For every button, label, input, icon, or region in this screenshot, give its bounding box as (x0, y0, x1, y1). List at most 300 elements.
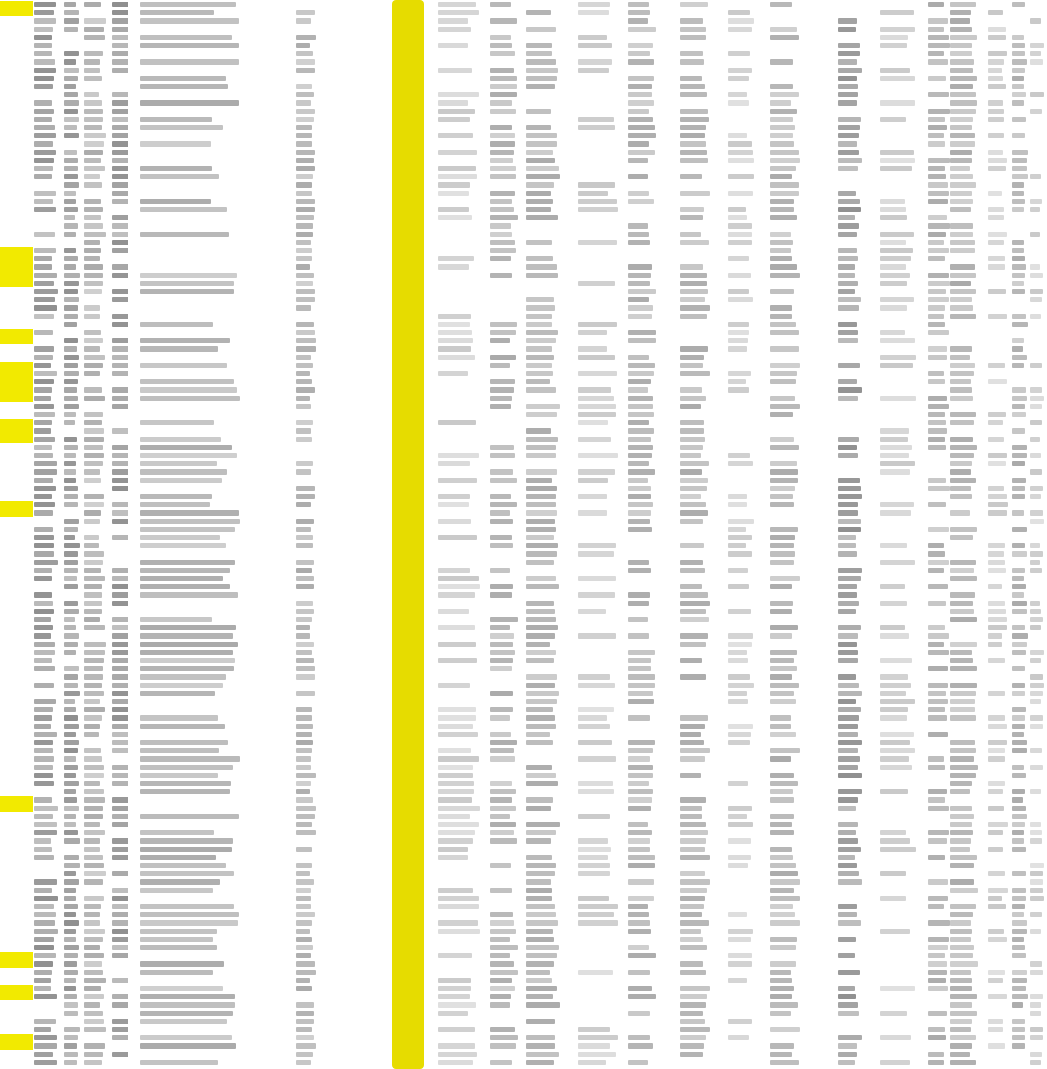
cell (728, 674, 750, 679)
cell (880, 838, 910, 843)
cell (880, 248, 913, 253)
cell (84, 2, 101, 7)
column-col-18[interactable] (928, 0, 950, 1069)
cell (1012, 264, 1026, 269)
cell (578, 740, 612, 745)
cell (770, 494, 793, 499)
cell (140, 666, 234, 671)
cell (526, 633, 555, 638)
cell (680, 994, 707, 999)
cell (680, 871, 705, 876)
cell (928, 412, 945, 417)
cell (34, 568, 52, 573)
cell (490, 789, 516, 794)
cell (950, 814, 974, 819)
cell (296, 404, 311, 409)
cell (64, 1011, 78, 1016)
cell (64, 437, 77, 442)
cell (296, 773, 316, 778)
cell (296, 953, 311, 958)
row-marker-3[interactable] (0, 329, 33, 344)
cell (84, 756, 102, 761)
cell (988, 822, 1008, 827)
cell (112, 150, 128, 155)
cell (838, 625, 861, 630)
cell (838, 830, 856, 835)
cell (84, 387, 102, 392)
cell (1030, 92, 1044, 97)
cell (988, 617, 1007, 622)
cell (438, 150, 477, 155)
cell (296, 617, 312, 622)
cell (680, 797, 706, 802)
cell (34, 732, 57, 737)
row-marker-1[interactable] (0, 1, 33, 16)
cell (680, 437, 705, 442)
cell (438, 207, 469, 212)
cell (296, 543, 313, 548)
cell (1030, 1002, 1041, 1007)
cell (928, 35, 949, 40)
cell (84, 592, 102, 597)
cell (838, 223, 859, 228)
cell (680, 822, 706, 827)
cell (1012, 551, 1027, 556)
cell (64, 1027, 80, 1032)
cell (34, 625, 53, 630)
cell (1030, 625, 1041, 630)
cell (680, 297, 705, 302)
cell (1012, 773, 1026, 778)
cell (728, 68, 752, 73)
cell (112, 814, 128, 819)
cell (1030, 896, 1044, 901)
cell (680, 281, 707, 286)
cell (84, 68, 100, 73)
cell (880, 338, 915, 343)
cell (112, 822, 128, 827)
cell (296, 724, 313, 729)
cell (1030, 551, 1043, 556)
cell (34, 355, 53, 360)
column-col-19[interactable] (950, 0, 978, 1069)
cell (490, 1035, 518, 1040)
cell (296, 1027, 312, 1032)
cell (438, 986, 471, 991)
cell (84, 699, 100, 704)
cell (140, 691, 215, 696)
cell (728, 289, 749, 294)
column-col-1[interactable] (34, 0, 58, 1069)
cell (680, 855, 710, 860)
cell (628, 1043, 653, 1048)
cell (988, 207, 1004, 212)
cell (838, 305, 859, 310)
cell (526, 387, 556, 392)
cell (928, 838, 947, 843)
cell (34, 855, 54, 860)
cell (1012, 289, 1025, 294)
cell (928, 133, 944, 138)
cell (770, 650, 797, 655)
cell (84, 937, 103, 942)
cell (1012, 182, 1024, 187)
cell (526, 1043, 555, 1048)
cell (84, 765, 104, 770)
cell (34, 822, 57, 827)
column-col-2[interactable] (64, 0, 80, 1069)
cell (34, 281, 54, 286)
cell (140, 994, 235, 999)
cell (64, 683, 78, 688)
cell (578, 683, 615, 688)
column-col-4[interactable] (112, 0, 128, 1069)
cell (770, 404, 800, 409)
cell (950, 412, 976, 417)
cell (64, 355, 79, 360)
cell (112, 133, 128, 138)
cell (296, 100, 311, 105)
cell (770, 346, 799, 351)
cell (928, 223, 950, 228)
cell (140, 322, 213, 327)
cell (490, 404, 511, 409)
cell (438, 822, 479, 827)
cell (928, 240, 944, 245)
cell (680, 1043, 704, 1048)
cell (84, 27, 104, 32)
cell (1012, 748, 1027, 753)
cell (578, 912, 614, 917)
cell (64, 478, 76, 483)
row-marker-8[interactable] (0, 952, 33, 967)
cell (838, 68, 862, 73)
cell (880, 502, 914, 507)
cell (438, 781, 474, 786)
cell (140, 527, 235, 532)
column-col-17[interactable] (880, 0, 916, 1069)
cell (770, 125, 795, 130)
cell (578, 847, 611, 852)
column-col-13[interactable] (680, 0, 710, 1069)
cell (1012, 486, 1025, 491)
cell (928, 27, 944, 32)
cell (1030, 43, 1044, 48)
cell (112, 43, 128, 48)
column-col-12[interactable] (628, 0, 656, 1069)
cell (490, 970, 518, 975)
cell (140, 937, 213, 942)
cell (880, 445, 912, 450)
row-marker-5[interactable] (0, 419, 33, 443)
row-marker-6[interactable] (0, 501, 33, 516)
cell (628, 904, 648, 909)
cell (526, 617, 556, 622)
cell (680, 888, 707, 893)
cell (34, 748, 53, 753)
cell (950, 929, 972, 934)
row-marker-4[interactable] (0, 362, 33, 402)
cell (880, 215, 907, 220)
column-col-16[interactable] (838, 0, 862, 1069)
cell (526, 510, 557, 515)
cell (928, 732, 948, 737)
cell (880, 765, 912, 770)
cell (438, 1060, 473, 1065)
cell (84, 847, 100, 852)
cell (526, 937, 554, 942)
cell (628, 412, 654, 417)
cell (1012, 453, 1027, 458)
cell (928, 1027, 945, 1032)
cell (578, 207, 618, 212)
cell (988, 379, 1007, 384)
cell (880, 658, 912, 663)
cell (950, 437, 973, 442)
cell (680, 191, 710, 196)
cell (438, 642, 476, 647)
cell (438, 797, 472, 802)
cell (34, 486, 56, 491)
cell (928, 18, 948, 23)
cell (84, 568, 101, 573)
cell (578, 478, 608, 483)
cell (988, 133, 1004, 138)
cell (628, 765, 653, 770)
cell (680, 59, 704, 64)
cell (34, 35, 52, 40)
cell (838, 551, 857, 556)
cell (112, 232, 128, 237)
cell (838, 953, 855, 958)
cell (680, 568, 705, 573)
cell (680, 929, 701, 934)
row-marker-10[interactable] (0, 1034, 33, 1049)
column-col-5[interactable] (140, 0, 240, 1069)
column-col-3[interactable] (84, 0, 106, 1069)
cell (728, 584, 749, 589)
cell (838, 1052, 857, 1057)
cell (84, 207, 103, 212)
cell (988, 543, 1005, 548)
cell (490, 658, 513, 663)
column-col-8[interactable] (438, 0, 480, 1069)
cell (628, 986, 652, 991)
cell (296, 1060, 311, 1065)
cell (1012, 1035, 1025, 1040)
cell (578, 43, 612, 48)
cell (880, 76, 915, 81)
cell (950, 773, 976, 778)
cell (84, 420, 102, 425)
cell (526, 158, 555, 163)
cell (770, 1027, 800, 1032)
cell (64, 888, 76, 893)
cell (628, 281, 650, 286)
cell (34, 59, 55, 64)
cell (1030, 863, 1044, 868)
cell (84, 100, 102, 105)
column-col-9[interactable] (490, 0, 518, 1069)
cell (728, 379, 746, 384)
row-marker-7[interactable] (0, 796, 33, 811)
cell (1030, 617, 1043, 622)
cell (526, 822, 560, 827)
cell (64, 535, 75, 540)
cell (950, 100, 977, 105)
cell (1030, 1035, 1043, 1040)
cell (928, 182, 948, 187)
cell (34, 174, 52, 179)
cell (438, 1043, 475, 1048)
cell (526, 51, 552, 56)
cell (526, 174, 560, 179)
cell (490, 912, 513, 917)
cell (578, 68, 609, 73)
cell (770, 748, 800, 753)
cell (950, 150, 972, 155)
cell (34, 904, 54, 909)
cell (680, 543, 704, 548)
cell (438, 609, 469, 614)
cell (112, 404, 128, 409)
cell (928, 420, 946, 425)
cell (526, 330, 558, 335)
cell (84, 961, 102, 966)
cell (950, 1002, 972, 1007)
cell (680, 363, 703, 368)
cell (34, 84, 53, 89)
cell (1012, 576, 1024, 581)
cell (526, 724, 556, 729)
cell (838, 510, 858, 515)
cell (112, 773, 128, 778)
cell (84, 158, 101, 163)
cell (112, 584, 128, 589)
cell (838, 59, 857, 64)
cell (728, 240, 752, 245)
cell (628, 838, 650, 843)
column-col-6[interactable] (296, 0, 316, 1069)
cell (728, 855, 751, 860)
cell (490, 748, 514, 753)
cell (64, 27, 78, 32)
cell (1012, 986, 1026, 991)
cell (838, 535, 856, 540)
cell (296, 51, 313, 56)
cell (928, 666, 948, 671)
cell (526, 896, 552, 901)
cell (950, 560, 976, 565)
cell (838, 387, 862, 392)
cell (64, 182, 79, 187)
cell (728, 207, 746, 212)
cell (728, 223, 752, 228)
cell (928, 945, 948, 950)
cell (296, 601, 313, 606)
cell (526, 322, 552, 327)
cell (112, 592, 128, 597)
cell (438, 478, 477, 483)
cell (84, 724, 100, 729)
cell (296, 150, 315, 155)
cell (680, 445, 703, 450)
cell (64, 207, 78, 212)
cell (438, 855, 468, 860)
row-marker-9[interactable] (0, 985, 33, 1000)
cell (728, 1035, 749, 1040)
cell (578, 1060, 606, 1065)
cell (140, 174, 219, 179)
cell (112, 314, 128, 319)
cell (680, 207, 704, 212)
cell (838, 92, 858, 97)
cell (680, 970, 706, 975)
cell (928, 879, 948, 884)
cell (950, 371, 974, 376)
cell (112, 51, 128, 56)
cell (1012, 412, 1026, 417)
row-marker-2[interactable] (0, 247, 33, 287)
cell (1012, 59, 1027, 64)
column-col-10[interactable] (526, 0, 560, 1069)
cell (680, 633, 708, 638)
cell (928, 486, 950, 491)
cell (1030, 1011, 1041, 1016)
cell (34, 814, 53, 819)
cell (112, 920, 128, 925)
cell (770, 781, 798, 786)
cell (296, 437, 312, 442)
cell (526, 871, 555, 876)
cell (84, 732, 99, 737)
cell (526, 929, 553, 934)
cell (880, 469, 910, 474)
column-col-14[interactable] (728, 0, 754, 1069)
cell (490, 191, 515, 196)
highlighted-column[interactable] (392, 0, 424, 1069)
cell (84, 215, 101, 220)
cell (988, 601, 1005, 606)
column-col-20[interactable] (988, 0, 1008, 1069)
cell (438, 191, 469, 196)
cell (1030, 51, 1041, 56)
cell (838, 601, 859, 606)
column-col-22[interactable] (1030, 0, 1044, 1069)
cell (140, 986, 223, 991)
cell (880, 929, 910, 934)
cell (770, 461, 797, 466)
cell (928, 1052, 944, 1057)
cell (526, 207, 551, 212)
cell (680, 428, 704, 433)
column-col-11[interactable] (578, 0, 618, 1069)
cell (1030, 207, 1040, 212)
cell (578, 199, 617, 204)
column-col-15[interactable] (770, 0, 800, 1069)
cell (140, 1043, 236, 1048)
cell (140, 871, 234, 876)
cell (770, 396, 795, 401)
cell (988, 158, 1007, 163)
cell (770, 863, 796, 868)
cell (84, 978, 106, 983)
cell (296, 1002, 314, 1007)
cell (770, 560, 794, 565)
cell (950, 953, 973, 958)
cell (988, 314, 1007, 319)
column-col-21[interactable] (1012, 0, 1028, 1069)
